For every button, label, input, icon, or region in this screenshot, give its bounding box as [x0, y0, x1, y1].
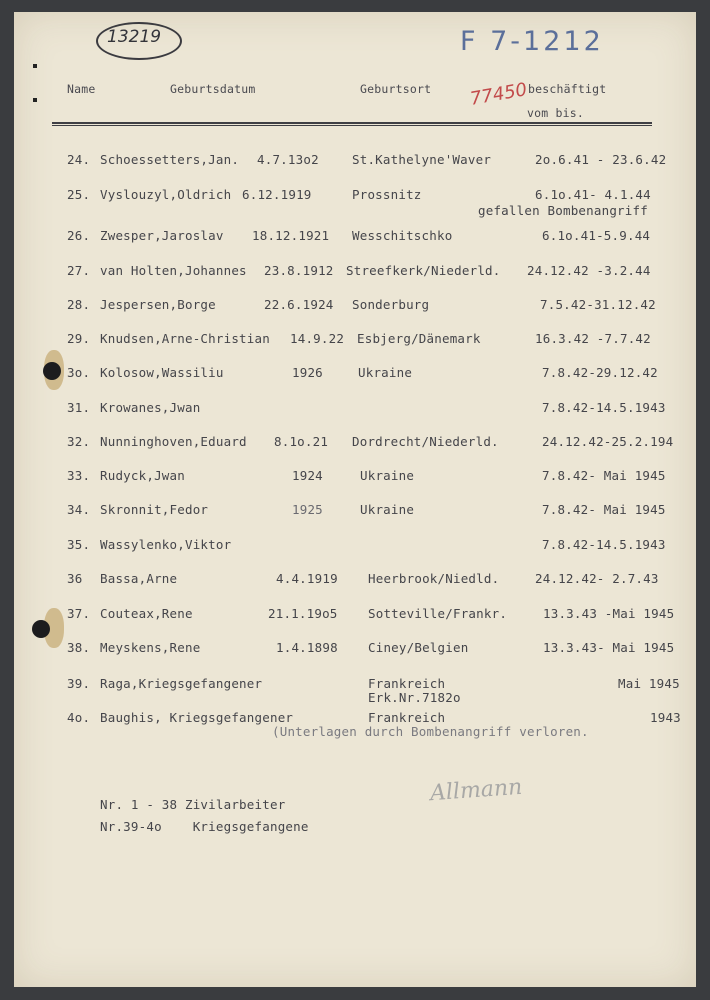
- row-period: Mai 1945: [618, 676, 680, 691]
- punch-hole: [43, 362, 61, 380]
- header-birth-place: Geburtsort: [360, 82, 432, 96]
- row-name: Baughis, Kriegsgefangener: [100, 710, 294, 725]
- row-birth-place: Prossnitz: [352, 187, 422, 202]
- row-birth-date: 4.4.1919: [276, 571, 338, 586]
- header-name: Name: [67, 82, 96, 96]
- row-period: 2o.6.41 - 23.6.42: [535, 152, 667, 167]
- row-birth-date: 4.7.13o2: [257, 152, 319, 167]
- row-name: Bassa,Arne: [100, 571, 178, 586]
- row-period: 1943: [650, 710, 681, 725]
- row-birth-date: 22.6.1924: [264, 297, 334, 312]
- row-number: 31.: [67, 400, 91, 415]
- row-name: Meyskens,Rene: [100, 640, 201, 655]
- row-number: 37.: [67, 606, 91, 621]
- red-handwritten-note: 77450: [468, 79, 529, 110]
- row-period: 24.12.42 -3.2.44: [527, 263, 651, 278]
- row-name: Zwesper,Jaroslav: [100, 228, 224, 243]
- row-birth-place: Frankreich: [368, 710, 446, 725]
- row-number: 38.: [67, 640, 91, 655]
- header-rule-thin: [52, 125, 652, 126]
- row-period: 7.8.42-14.5.1943: [542, 537, 666, 552]
- row-name: Skronnit,Fedor: [100, 502, 209, 517]
- row-period: 24.12.42-25.2.194: [542, 434, 674, 449]
- row-birth-place: Ukraine: [360, 502, 415, 517]
- row-number: 26.: [67, 228, 91, 243]
- row-period: 7.8.42- Mai 1945: [542, 468, 666, 483]
- footer-prisoners-of-war: Nr.39-4o Kriegsgefangene: [100, 819, 309, 834]
- row-number: 39.: [67, 676, 91, 691]
- row-number: 27.: [67, 263, 91, 278]
- row-name: Schoessetters,Jan.: [100, 152, 240, 167]
- row-period: 13.3.43 -Mai 1945: [543, 606, 675, 621]
- row-birth-date: 14.9.22: [290, 331, 345, 346]
- row-birth-place: Frankreich: [368, 676, 446, 691]
- footer-civilian-workers: Nr. 1 - 38 Zivilarbeiter: [100, 797, 286, 812]
- row-period: 7.8.42-14.5.1943: [542, 400, 666, 415]
- margin-mark: [33, 64, 37, 68]
- row-birth-date: 1924: [292, 468, 323, 483]
- row-birth-place: St.Kathelyne'Waver: [352, 152, 492, 167]
- row-birth-date: 18.12.1921: [252, 228, 330, 243]
- row-name: Kolosow,Wassiliu: [100, 365, 224, 380]
- archive-reference: F 7-1212: [460, 26, 604, 57]
- punch-hole: [32, 620, 50, 638]
- row-number: 25.: [67, 187, 91, 202]
- row-birth-date: 21.1.19o5: [268, 606, 338, 621]
- row-period: 7.8.42- Mai 1945: [542, 502, 666, 517]
- row-name: Jespersen,Borge: [100, 297, 216, 312]
- row-number: 24.: [67, 152, 91, 167]
- row-name: Vyslouzyl,Oldrich: [100, 187, 232, 202]
- row-period: 24.12.42- 2.7.43: [535, 571, 659, 586]
- row-birth-place: Ukraine: [360, 468, 415, 483]
- row-period: 7.8.42-29.12.42: [542, 365, 658, 380]
- row-birth-place: Wesschitschko: [352, 228, 453, 243]
- row-number: 34.: [67, 502, 91, 517]
- row-birth-place: Ciney/Belgien: [368, 640, 469, 655]
- row-birth-place: Heerbrook/Niedld.: [368, 571, 500, 586]
- row-birth-date: 1.4.1898: [276, 640, 338, 655]
- row-period: 16.3.42 -7.7.42: [535, 331, 651, 346]
- row-number: 4o.: [67, 710, 91, 725]
- row-number: 3o.: [67, 365, 91, 380]
- row-number: 32.: [67, 434, 91, 449]
- row-name: Wassylenko,Viktor: [100, 537, 232, 552]
- row-birth-date: 6.12.1919: [242, 187, 312, 202]
- row-birth-date: 1926: [292, 365, 323, 380]
- row-period: 7.5.42-31.12.42: [540, 297, 656, 312]
- row-period: 6.1o.41- 4.1.44: [535, 187, 651, 202]
- header-rule: [52, 122, 652, 124]
- header-employed: beschäftigt: [528, 82, 607, 96]
- row-birth-place: Sonderburg: [352, 297, 430, 312]
- file-number: 13219: [107, 27, 162, 47]
- row-name: Rudyck,Jwan: [100, 468, 185, 483]
- row-birth-date: 23.8.1912: [264, 263, 334, 278]
- row-name: van Holten,Johannes: [100, 263, 247, 278]
- signature: Allmann: [429, 774, 524, 807]
- row-birth-place: Dordrecht/Niederld.: [352, 434, 499, 449]
- row-name: Krowanes,Jwan: [100, 400, 201, 415]
- row-birth-place: Ukraine: [358, 365, 413, 380]
- row-number: 36: [67, 571, 83, 586]
- header-birth-date: Geburtsdatum: [170, 82, 256, 96]
- row-name: Couteax,Rene: [100, 606, 193, 621]
- row-prisoner-number: Erk.Nr.7182o: [368, 690, 461, 705]
- header-from-to: vom bis.: [527, 106, 584, 120]
- row-number: 35.: [67, 537, 91, 552]
- row-period: 13.3.43- Mai 1945: [543, 640, 675, 655]
- row-number: 29.: [67, 331, 91, 346]
- row-note: (Unterlagen durch Bombenangriff verloren.: [272, 724, 589, 739]
- row-birth-place: Sotteville/Frankr.: [368, 606, 508, 621]
- row-name: Nunninghoven,Eduard: [100, 434, 247, 449]
- row-number: 33.: [67, 468, 91, 483]
- row-birth-place: Esbjerg/Dänemark: [357, 331, 481, 346]
- row-birth-place: Streefkerk/Niederld.: [346, 263, 501, 278]
- row-number: 28.: [67, 297, 91, 312]
- row-name: Knudsen,Arne-Christian: [100, 331, 270, 346]
- margin-mark: [33, 98, 37, 102]
- row-birth-date: 1925: [292, 502, 323, 517]
- row-note: gefallen Bombenangriff: [478, 203, 648, 218]
- row-name: Raga,Kriegsgefangener: [100, 676, 263, 691]
- row-birth-date: 8.1o.21: [274, 434, 329, 449]
- row-period: 6.1o.41-5.9.44: [542, 228, 651, 243]
